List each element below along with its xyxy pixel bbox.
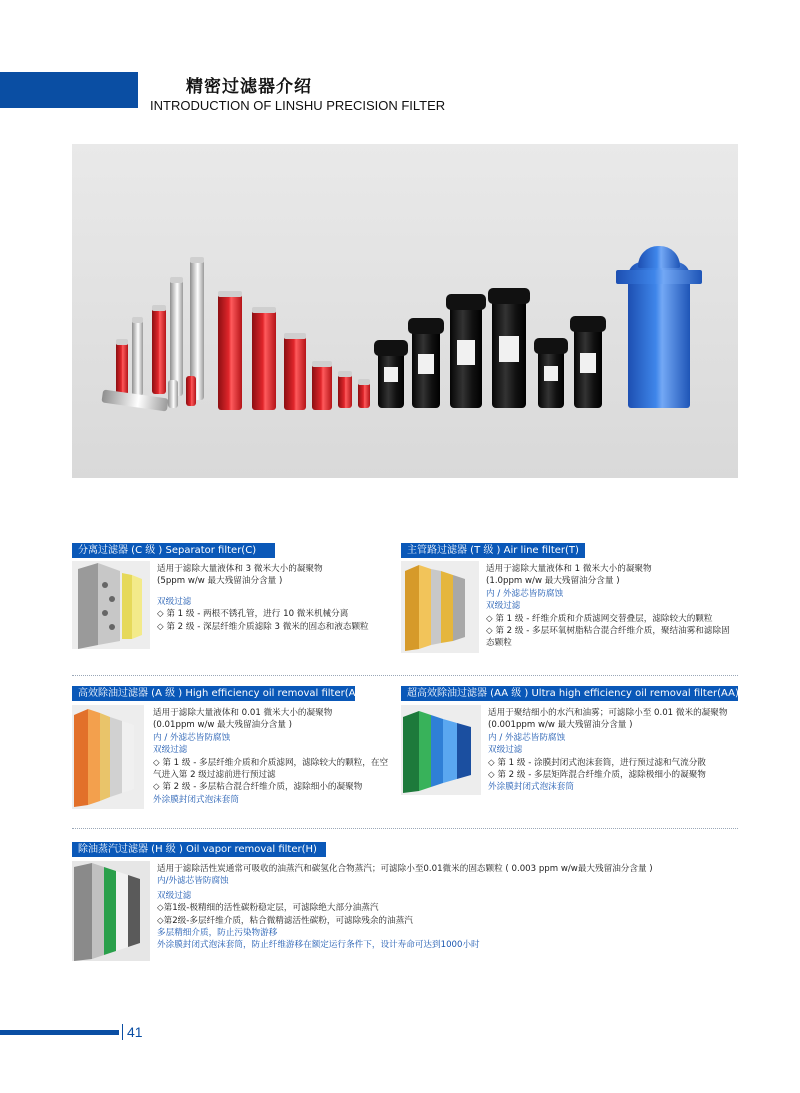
high-efficiency-filter-description — [153, 707, 393, 806]
silver-cartridge — [132, 320, 143, 396]
desc-line: 外涂膜封闭式泡沫套筒，防止纤维游移在额定运行条件下，设计寿命可达到1000小时 — [157, 940, 480, 951]
desc-line: ◇ 第 2 级 - 深层纤维介质滤除 3 微米的固态和液态颗粒 — [157, 621, 369, 632]
footer-separator — [122, 1024, 123, 1040]
blue-tank-dome — [638, 246, 680, 268]
oil-vapor-filter-thumbnail — [72, 861, 150, 961]
desc-line: (1.0ppm w/w 最大残留油分含量 ) — [486, 576, 620, 587]
page-title-cn: 精密过滤器介绍 — [186, 77, 312, 97]
desc-line: 适用于滤除大量液体和 3 微米大小的凝聚物 — [157, 564, 323, 574]
filter-housing — [450, 294, 482, 408]
section-divider — [72, 828, 738, 829]
separator-filter-description — [157, 563, 393, 633]
red-cartridge — [252, 310, 276, 410]
desc-line: ◇第1级-极精细的活性碳粉稳定层，可滤除绝大部分油蒸汽 — [157, 903, 379, 914]
filter-housing — [538, 338, 564, 408]
desc-line: (0.01ppm w/w 最大残留油分含量 ) — [153, 720, 293, 731]
desc-line: 适用于聚结细小的水汽和油雾；可滤除小至 0.01 微米的凝聚物 (0.001ppm w/w 最大残留油分含量 ) — [488, 708, 728, 731]
page-number: 41 — [127, 1024, 143, 1040]
high-efficiency-filter-thumbnail — [72, 705, 144, 809]
filter-housing — [378, 340, 404, 408]
red-cartridge — [152, 308, 166, 394]
section-title-oil-vapor-removal-filter: 除油蒸汽过滤器 (H 级 ) Oil vapor removal filter(H) — [72, 842, 326, 857]
red-cartridge — [218, 294, 242, 410]
section-title-separator-filter: 分离过滤器 (C 级 ) Separator filter(C) — [72, 543, 275, 558]
ultra-high-efficiency-filter-description — [488, 707, 740, 794]
oil-vapor-filter-description — [157, 863, 727, 952]
desc-line: 适用于滤除活性炭通常可吸收的油蒸汽和碳氢化合物蒸汽；可滤除小至0.01微米的固态颗粒 ( 0.003 ppm w/w最大残留油分含量 ) — [157, 864, 653, 874]
section-title-air-line-filter: 主管路过滤器 (T 级 ) Air line filter(T) — [401, 543, 585, 558]
section-title-ultra-high-efficiency-filter: 超高效除油过滤器 (AA 级 ) Ultra high efficiency oil removal filter(AA) — [401, 686, 738, 701]
desc-line: 外涂膜封闭式泡沫套筒 — [488, 782, 574, 793]
desc-line: 双级过滤 — [157, 890, 192, 901]
desc-line: 双级过滤 — [153, 745, 188, 756]
desc-line: 内/外滤芯皆防腐蚀 — [157, 876, 229, 887]
filter-housing — [492, 288, 526, 408]
red-cartridge — [338, 374, 352, 408]
filter-housing — [574, 316, 602, 408]
filter-housing — [412, 318, 440, 408]
desc-line: ◇ 第 2 级 - 多层矩阵混合纤维介质，滤除极细小的凝聚物 — [488, 770, 706, 781]
red-cartridge — [116, 342, 128, 398]
desc-line: 内 / 外滤芯皆防腐蚀 — [486, 588, 564, 599]
separator-filter-thumbnail — [72, 561, 150, 649]
desc-line: 双级过滤 — [486, 601, 521, 612]
blue-tank-inlet — [616, 270, 702, 284]
desc-line: 双级过滤 — [488, 745, 523, 756]
desc-line: ◇ 第 1 级 - 纤维介质和介质滤网交替叠层，滤除较大的颗粒 — [486, 613, 713, 624]
air-line-filter-thumbnail — [401, 561, 479, 653]
silver-cartridge — [170, 280, 183, 396]
red-cartridge — [312, 364, 332, 410]
desc-line: ◇ 第 1 级 - 涂膜封闭式泡沫套筒，进行预过滤和气流分散 — [488, 757, 706, 768]
desc-line: ◇ 第 2 级 - 多层环氧树脂粘合混合纤维介质，聚结油雾和滤除固态颗粒 — [486, 626, 730, 649]
desc-line: 多层精细介质，防止污染物游移 — [157, 928, 278, 939]
section-title-high-efficiency-oil-removal-filter: 高效除油过滤器 (A 级 ) High efficiency oil removal filter(A) — [72, 686, 355, 701]
red-cartridge — [186, 376, 196, 406]
desc-line: 适用于滤除大量液体和 1 微米大小的凝聚物 — [486, 564, 652, 574]
desc-line: 内 / 外滤芯皆防腐蚀 — [488, 732, 566, 743]
product-photo — [72, 144, 738, 478]
desc-line: ◇ 第 1 级 - 两根不锈孔管，进行 10 微米机械分离 — [157, 609, 349, 620]
silver-cartridge — [168, 380, 178, 408]
footer-accent-bar — [0, 1030, 119, 1035]
desc-line: (5ppm w/w 最大残留油分含量 ) — [157, 576, 283, 587]
page-title-en: INTRODUCTION OF LINSHU PRECISION FILTER — [150, 98, 446, 113]
red-cartridge — [358, 382, 370, 408]
section-divider — [72, 675, 738, 676]
red-cartridge — [284, 336, 306, 410]
desc-line: 适用于滤除大量液体和 0.01 微米大小的凝聚物 — [153, 708, 333, 718]
desc-line: 外涂膜封闭式泡沫套筒 — [153, 794, 239, 805]
air-line-filter-description — [486, 563, 738, 650]
ultra-high-efficiency-filter-thumbnail — [401, 705, 481, 795]
desc-line: ◇第2级-多层纤维介质，粘合微精滤活性碳粉，可滤除残余的油蒸汽 — [157, 915, 413, 926]
header-accent-bar — [0, 72, 138, 108]
desc-line: ◇ 第 2 级 - 多层粘合混合纤维介质，滤除细小的凝聚物 — [153, 782, 363, 793]
desc-line: 双级过滤 — [157, 596, 192, 607]
desc-line: ◇ 第 1 级 - 多层纤维介质和介质滤网，滤除较大的颗粒，在空气进入第 2 级过滤前进行预过滤 — [153, 757, 389, 781]
desc-line: 内 / 外滤芯皆防腐蚀 — [153, 732, 231, 743]
